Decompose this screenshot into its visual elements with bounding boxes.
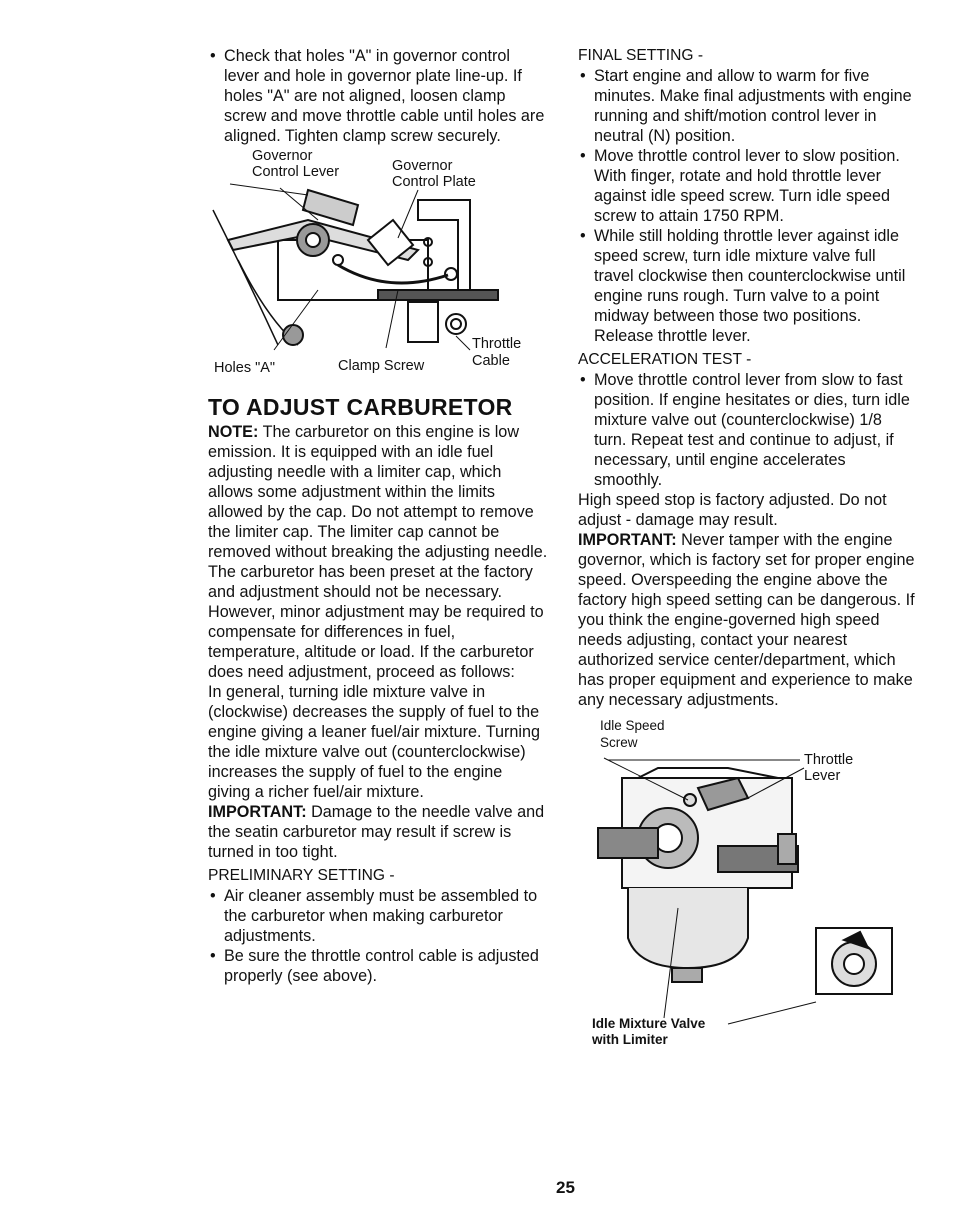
important-label: IMPORTANT: [208,803,307,821]
final-bullet: • Move throttle control lever to slow position. With finger, rotate and hold throttle lever against idle speed screw. Turn idle speed screw to attain 1750 RPM. [578,146,918,226]
right-column [578,46,918,1062]
general-paragraph: In general, turning idle mixture valve in (clockwise) decreases the supply of fuel to the engine giving a leaner fuel/air mixture. Turning the idle mixture valve out (counterclockwise) increases the supply of fuel to the engine giving a richer fuel/air mixture. [208,683,541,801]
note-text: The carburetor on this engine is low emission. It is equipped with an idle fuel adjusting needle with a limiter cap, which allows some adjustment within the limits allowed by the cap. Do not attempt to remove the limiter cap. The limiter cap cannot be removed without breaking the adjusting needle. [208,423,548,561]
label-idle-speed-screw-1: Idle Speed [600,718,665,733]
label-governor-control-plate-2: Control Plate [392,174,476,190]
final-list [578,66,918,346]
label-idle-mixture-valve-1: Idle Mixture Valve [592,1016,706,1031]
check-holes-list [208,46,548,146]
accel-list [578,370,918,490]
carburetor-diagram [578,718,898,1062]
label-idle-speed-screw-2: Screw [600,735,638,750]
label-clamp-screw: Clamp Screw [338,358,425,374]
final-bullet: • Start engine and allow to warm for five minutes. Make final adjustments with engine running and shift/motion control lever in neutral (N) position. [578,66,918,146]
section-heading: TO ADJUST CARBURETOR [208,394,513,420]
label-throttle-lever-1: Throttle [804,752,854,768]
important-text: Damage to the needle valve and the seatin carburetor may result if screw is turned in too tight. [208,803,545,861]
accel-heading: ACCELERATION TEST - [578,351,752,368]
important-text-right: Never tamper with the engine governor, which is factory set for proper engine speed. Overspeeding the engine above the factory high speed setting can be dangerous. If you think the engine-governed high speed needs adjusting, contact your nearest authorized service center/department, which has proper equipment and experience to make any necessary adjustments. [578,531,915,709]
carburetor-figure [578,718,898,1062]
label-throttle-lever-2: Lever [804,768,841,784]
accel-bullet: • Move throttle control lever from slow to fast position. If engine hesitates or dies, turn idle mixture valve out (counterclockwise) 1/8 turn. Repeat test and continue to adjust, if necessary, until engine accelerates smoothly. [578,370,918,490]
important-label-right: IMPORTANT: [578,531,677,549]
important-paragraph [208,802,548,862]
high-speed-paragraph: High speed stop is factory adjusted. Do not adjust - damage may result. [578,491,887,529]
check-holes-bullet: • Check that holes "A" in governor control lever and hole in governor plate line-up. If holes "A" are not aligned, loosen clamp screw and move throttle cable until holes are aligned. Tighten clamp screw securely. [208,46,548,146]
note-paragraph [208,422,548,562]
final-heading: FINAL SETTING - [578,47,704,64]
preliminary-bullet: • Be sure the throttle control cable is adjusted properly (see above). [208,946,548,986]
label-idle-mixture-valve-2: with Limiter [592,1032,668,1047]
label-holes-a: Holes "A" [214,360,276,376]
label-governor-control-lever-1: Governor [252,148,313,164]
label-governor-control-lever-2: Control Lever [252,164,340,180]
governor-figure [208,150,528,390]
note-label: NOTE: [208,423,259,441]
preliminary-heading: PRELIMINARY SETTING - [208,867,395,884]
preset-paragraph: The carburetor has been preset at the factory and adjustment should not be necessary. However, minor adjustment may be required to compensate for differences in fuel, temperature, altitude or load. If the carburetor does need adjustment, proceed as follows: [208,563,544,681]
final-bullet: • While still holding throttle lever against idle speed screw, turn idle mixture valve full travel clockwise then counterclockwise until engine runs rough. Turn valve to a point midway between those two positions. Release throttle lever. [578,226,918,346]
preliminary-list [208,886,548,986]
left-column [208,46,548,986]
preliminary-bullet: • Air cleaner assembly must be assembled to the carburetor when making carburetor adjustments. [208,886,548,946]
page-number: 25 [556,1178,575,1197]
label-governor-control-plate-1: Governor [392,158,453,174]
label-throttle-cable-1: Throttle [472,336,522,352]
important-paragraph-right [578,530,918,710]
label-throttle-cable-2: Cable [472,353,510,369]
